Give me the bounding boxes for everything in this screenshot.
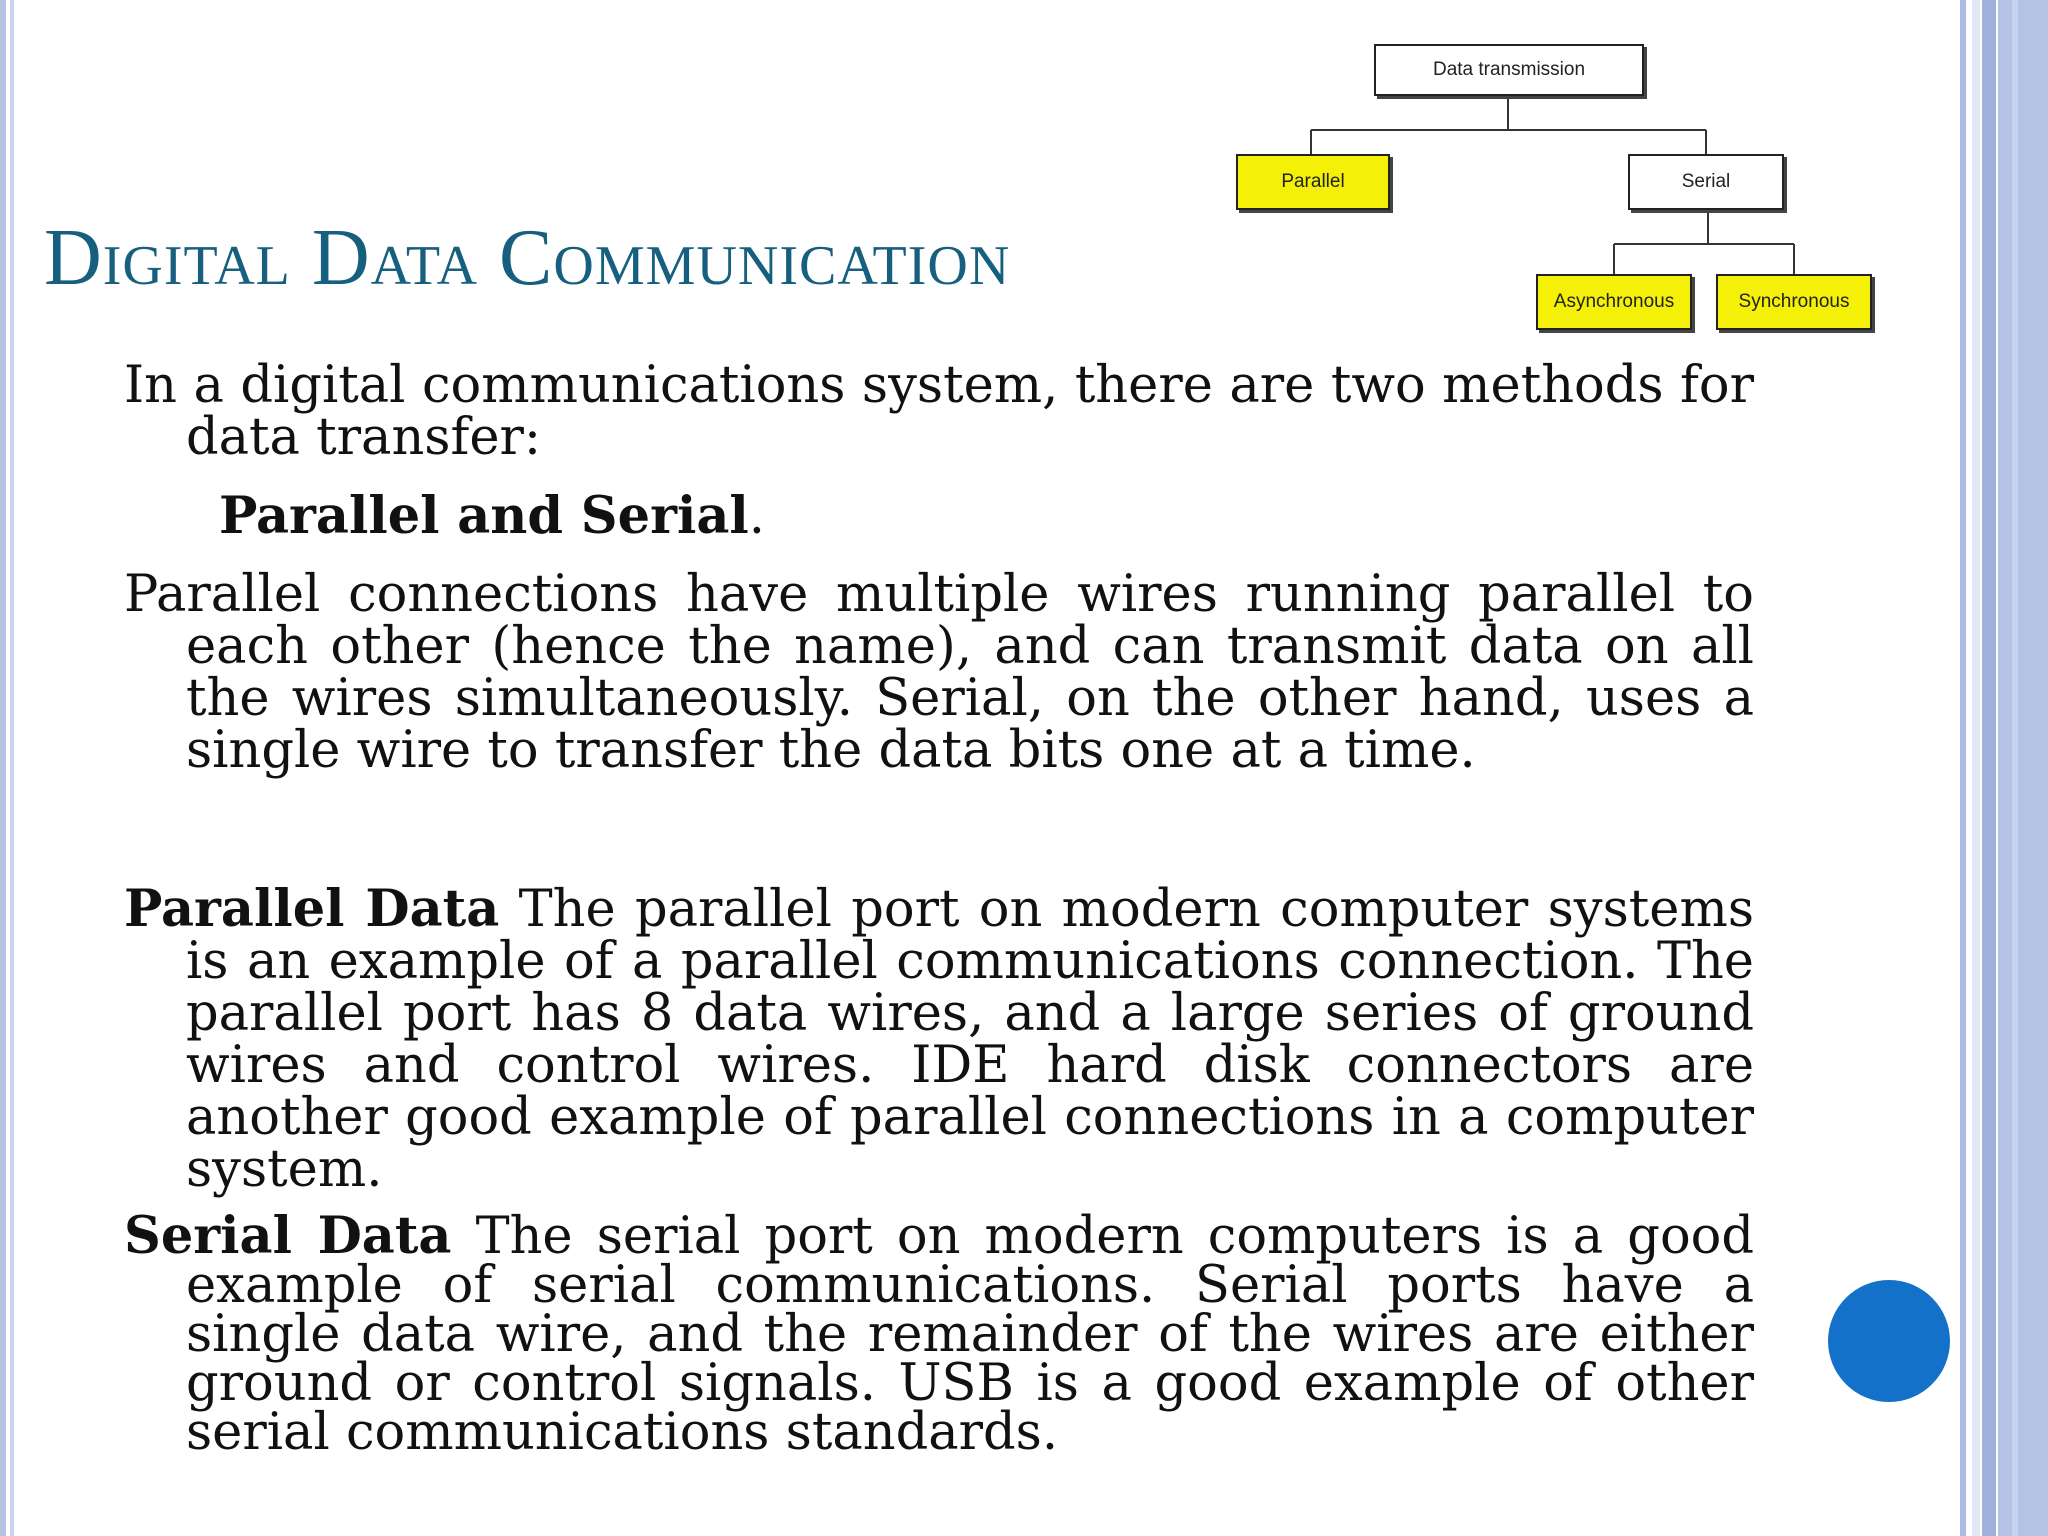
methods-punct: . [748, 487, 765, 546]
right-border-strip [2012, 0, 2018, 1536]
diagram-node-parallel: Parallel [1236, 154, 1390, 210]
serial-data-paragraph [124, 1206, 1755, 1462]
parallel-data-paragraph [124, 879, 1755, 1199]
diagram-node-asynchronous: Asynchronous [1536, 274, 1692, 330]
right-border-strip [1960, 0, 1966, 1536]
slide-body [124, 356, 1755, 1462]
serial-data-heading: Serial Data [124, 1206, 452, 1266]
intro-paragraph: In a digital communications system, there are two methods for data transfer: [124, 356, 1754, 467]
slide-title: Digital Data Communication [44, 214, 1011, 302]
diagram-node-serial: Serial [1628, 154, 1784, 210]
parallel-vs-serial-paragraph: Parallel connections have multiple wires running parallel to each other (hence the name), and can transmit data on all the wires simultaneously. Serial, on the other hand, uses a single wire to transfer the data bits one at a time. [124, 565, 1754, 780]
right-border-strip [1998, 0, 2048, 1536]
parallel-data-text: The parallel port on modern computer systems is an example of a parallel communications connection. The parallel port has 8 data wires, and a large series of ground wires and control wires. IDE hard disk connectors are another good example of parallel connections in a computer system. [186, 880, 1755, 1199]
diagram-node-synchronous: Synchronous [1716, 274, 1872, 330]
serial-data-text: The serial port on modern computers is a good example of serial communications. Serial ports have a single data wire, and the remainder of the wires are either ground or control signals. USB is a good example of other serial communications standards. [186, 1207, 1755, 1462]
right-border-strip [1972, 0, 1980, 1536]
right-border-strip [1982, 0, 1996, 1536]
left-border-strip-inner [10, 0, 14, 1536]
slide-accent-circle [1828, 1280, 1950, 1402]
methods-bold: Parallel and Serial [219, 486, 749, 546]
left-border-strip [0, 0, 6, 1536]
parallel-data-heading: Parallel Data [124, 879, 500, 939]
diagram-node-root: Data transmission [1374, 44, 1644, 96]
methods-line [124, 486, 1754, 546]
data-transmission-diagram [1236, 40, 1960, 334]
